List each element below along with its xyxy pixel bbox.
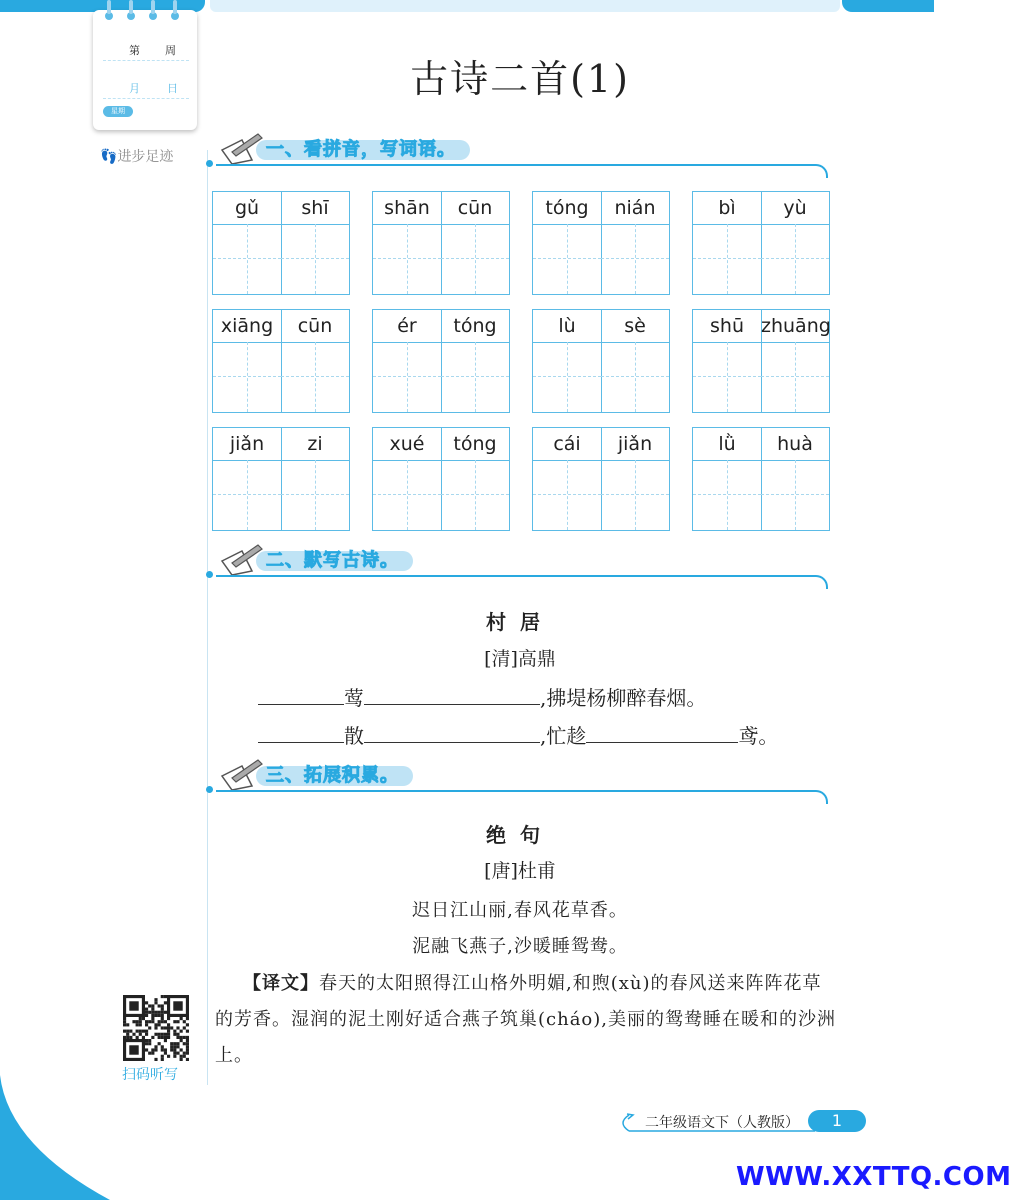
poem-char: 莺: [344, 686, 364, 710]
progress-label-text: 进步足迹: [117, 149, 174, 165]
watermark: WWW.XXTTQ.COM: [736, 1162, 1012, 1192]
calendar-line: [103, 98, 189, 99]
pinyin-label: ér: [373, 310, 442, 343]
translation-label: 【译文】: [243, 973, 319, 994]
pinyin-label: bì: [693, 192, 762, 225]
calendar-ring: [105, 12, 113, 20]
poem-line: 泥融飞燕子,沙暖睡鸳鸯。: [412, 936, 628, 957]
poem-char: 散: [344, 724, 364, 748]
margin-line: [207, 150, 208, 1085]
footer-book-title: 二年级语文下（人教版）: [645, 1115, 799, 1131]
answer-blank[interactable]: [258, 724, 344, 743]
writing-cell[interactable]: [533, 224, 602, 294]
poem-author-jueju: [唐]杜甫: [484, 860, 556, 882]
pinyin-word-box: [532, 191, 670, 295]
pinyin-label: huà: [761, 428, 829, 461]
pinyin-word-box: [372, 191, 510, 295]
writing-cell[interactable]: [441, 224, 509, 294]
translation: [215, 966, 840, 1074]
calendar-day: 日: [167, 82, 178, 95]
pinyin-label: cái: [533, 428, 602, 461]
section-line: [216, 575, 828, 589]
calendar-ring: [149, 12, 157, 20]
pinyin-label: shān: [373, 192, 442, 225]
calendar-week-suffix: 周: [165, 44, 176, 57]
writing-cell[interactable]: [441, 460, 509, 530]
poem-text: ,忙趁: [540, 724, 587, 748]
poem-text: ,拂堤杨柳醉春烟。: [540, 686, 707, 710]
calendar-card: [93, 10, 197, 130]
pinyin-label: yù: [761, 192, 829, 225]
pinyin-word-box: [692, 191, 830, 295]
section-heading: 二、默写古诗。: [256, 551, 413, 571]
pinyin-label: jiǎn: [601, 428, 669, 461]
writing-cell[interactable]: [213, 342, 282, 412]
section-heading: 一、看拼音，写词语。: [256, 140, 470, 160]
pinyin-label: sè: [601, 310, 669, 343]
writing-cell[interactable]: [761, 342, 829, 412]
pinyin-word-box: [372, 427, 510, 531]
writing-cell[interactable]: [693, 224, 762, 294]
pinyin-word-box: [212, 427, 350, 531]
section-header-2: [208, 547, 838, 587]
pinyin-word-box: [532, 309, 670, 413]
top-banner: [210, 0, 840, 12]
pinyin-word-box: [532, 427, 670, 531]
poem-title-cunju: 村居: [486, 610, 554, 634]
pinyin-label: tóng: [441, 310, 509, 343]
poem-line: 迟日江山丽,春风花草香。: [412, 900, 628, 921]
calendar-weekday-badge: 星期: [103, 106, 133, 117]
poem-text: 鸢。: [738, 724, 779, 748]
calendar-week-label: 第: [129, 44, 140, 57]
writing-cell[interactable]: [281, 342, 349, 412]
writing-cell[interactable]: [761, 224, 829, 294]
writing-cell[interactable]: [601, 460, 669, 530]
section-header-3: [208, 762, 838, 802]
page-title: 古诗二首(1): [410, 57, 630, 101]
writing-cell[interactable]: [601, 342, 669, 412]
section-line: [216, 790, 828, 804]
pinyin-label: xiāng: [213, 310, 282, 343]
qr-code-icon[interactable]: [123, 995, 189, 1061]
poem-fill-line-2: [258, 720, 778, 749]
pinyin-label: zhuāng: [761, 310, 829, 343]
pinyin-label: jiǎn: [213, 428, 282, 461]
progress-label: [100, 146, 173, 166]
pinyin-label: tóng: [533, 192, 602, 225]
calendar-month: 月: [129, 82, 140, 95]
scan-dictation-label: 扫码听写: [122, 1067, 178, 1083]
poem-title-jueju: 绝句: [486, 823, 554, 847]
pinyin-label: gǔ: [213, 192, 282, 225]
top-right-banner: [842, 0, 934, 12]
pinyin-word-box: [692, 309, 830, 413]
pinyin-word-box: [372, 309, 510, 413]
pinyin-label: nián: [601, 192, 669, 225]
answer-blank[interactable]: [258, 686, 344, 705]
answer-blank[interactable]: [586, 724, 738, 743]
writing-cell[interactable]: [441, 342, 509, 412]
writing-cell[interactable]: [693, 342, 762, 412]
poem-author-cunju: [清]高鼎: [484, 648, 556, 670]
calendar-line: [103, 60, 189, 61]
section-dot: [206, 160, 213, 167]
section-header-1: [208, 136, 838, 176]
writing-cell[interactable]: [761, 460, 829, 530]
writing-cell[interactable]: [373, 224, 442, 294]
answer-blank[interactable]: [364, 724, 540, 743]
writing-cell[interactable]: [373, 342, 442, 412]
section-dot: [206, 786, 213, 793]
page-number: 1: [808, 1110, 866, 1132]
pinyin-label: tóng: [441, 428, 509, 461]
writing-cell[interactable]: [373, 460, 442, 530]
footprint-icon: 👣: [100, 149, 118, 165]
pinyin-label: shī: [281, 192, 349, 225]
writing-cell[interactable]: [213, 460, 282, 530]
pinyin-word-box: [212, 309, 350, 413]
pinyin-word-box: [692, 427, 830, 531]
pinyin-label: lù: [533, 310, 602, 343]
writing-cell[interactable]: [693, 460, 762, 530]
answer-blank[interactable]: [364, 686, 540, 705]
pinyin-label: zi: [281, 428, 349, 461]
pinyin-label: cūn: [281, 310, 349, 343]
writing-cell[interactable]: [213, 224, 282, 294]
corner-wave-decoration: [0, 1075, 110, 1200]
writing-cell[interactable]: [601, 224, 669, 294]
section-line: [216, 164, 828, 178]
pinyin-label: lǜ: [693, 428, 762, 461]
poem-fill-line-1: [258, 682, 706, 711]
writing-cell[interactable]: [281, 224, 349, 294]
writing-cell[interactable]: [533, 460, 602, 530]
writing-cell[interactable]: [533, 342, 602, 412]
writing-cell[interactable]: [281, 460, 349, 530]
translation-text: 春天的太阳照得江山格外明媚,和煦(xù)的春风送来阵阵花草的芳香。湿润的泥土刚好适合燕子筑巢(cháo),美丽的鸳鸯睡在暖和的沙洲上。: [215, 973, 837, 1066]
section-dot: [206, 571, 213, 578]
pinyin-label: xué: [373, 428, 442, 461]
calendar-ring: [171, 12, 179, 20]
pinyin-word-box: [212, 191, 350, 295]
section-heading: 三、拓展积累。: [256, 766, 413, 786]
pinyin-label: cūn: [441, 192, 509, 225]
calendar-ring: [127, 12, 135, 20]
pinyin-label: shū: [693, 310, 762, 343]
